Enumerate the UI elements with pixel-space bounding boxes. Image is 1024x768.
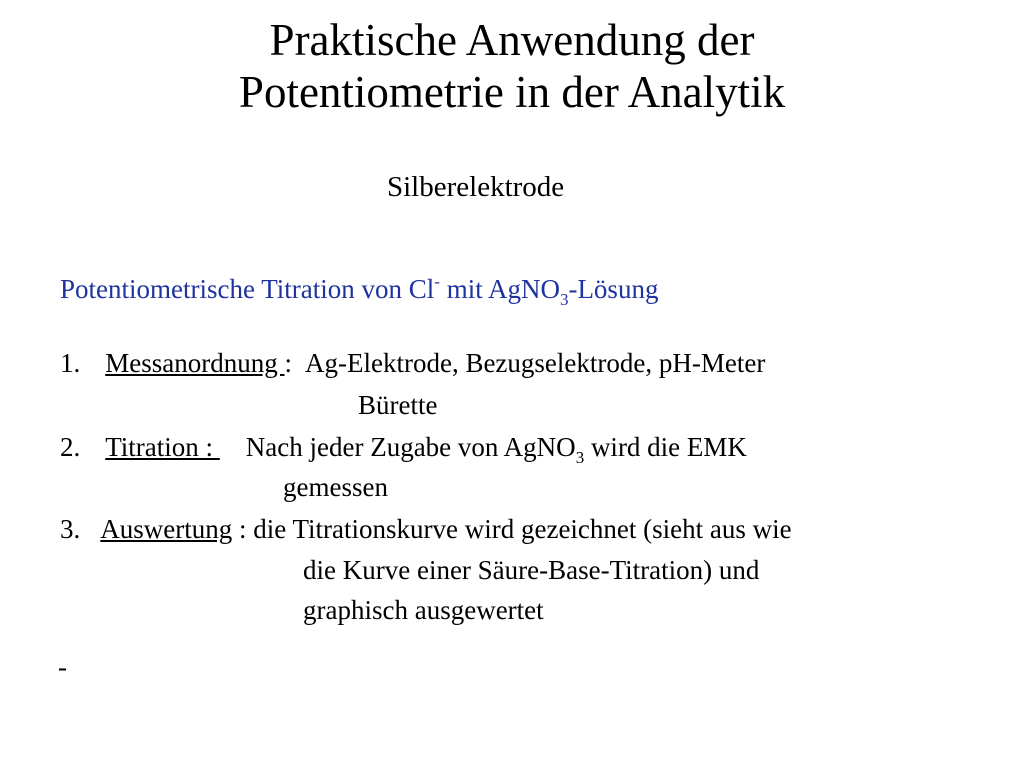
item-2-text-a: Nach jeder Zugabe von AgNO — [245, 432, 576, 462]
item-3-label: Auswertung — [100, 514, 233, 544]
heading-superscript: - — [434, 272, 440, 291]
list-item-1 — [60, 343, 765, 383]
item-1-text: Ag-Elektrode, Bezugselektrode, pH-Meter — [305, 348, 766, 378]
heading-part-2: mit AgNO — [439, 274, 560, 304]
item-2-label: Titration : — [105, 432, 220, 462]
list-item-3 — [60, 509, 792, 549]
heading-part-1: Potentiometrische Titration von Cl — [60, 274, 435, 304]
item-3-continuation-2: graphisch ausgewertet — [303, 595, 544, 625]
item-3-text: : die Titrationskurve wird gezeichnet (sieht aus wie — [232, 514, 792, 544]
item-2-continuation: gemessen — [283, 472, 388, 502]
title-line-1: Praktische Anwendung der — [269, 15, 755, 65]
slide-title — [0, 14, 1024, 118]
heading-subscript: 3 — [559, 290, 569, 309]
item-1-number: 1. — [60, 348, 81, 378]
list-item-2 — [60, 427, 747, 478]
heading-part-3: -Lösung — [568, 274, 659, 304]
item-3-number: 3. — [60, 514, 81, 544]
title-line-2: Potentiometrie in der Analytik — [238, 67, 786, 117]
item-1-continuation: Bürette — [358, 390, 438, 420]
slide-subtitle: Silberelektrode — [387, 171, 565, 203]
item-2-number: 2. — [60, 432, 81, 462]
item-1-separator: : — [284, 348, 292, 378]
trailing-dash: - — [58, 652, 67, 682]
item-2-subscript: 3 — [575, 448, 585, 467]
item-2-text-b: wird die EMK — [584, 432, 747, 462]
section-heading — [60, 265, 658, 317]
item-1-label: Messanordnung — [105, 348, 285, 378]
item-3-continuation-1: die Kurve einer Säure-Base-Titration) und — [303, 555, 760, 585]
